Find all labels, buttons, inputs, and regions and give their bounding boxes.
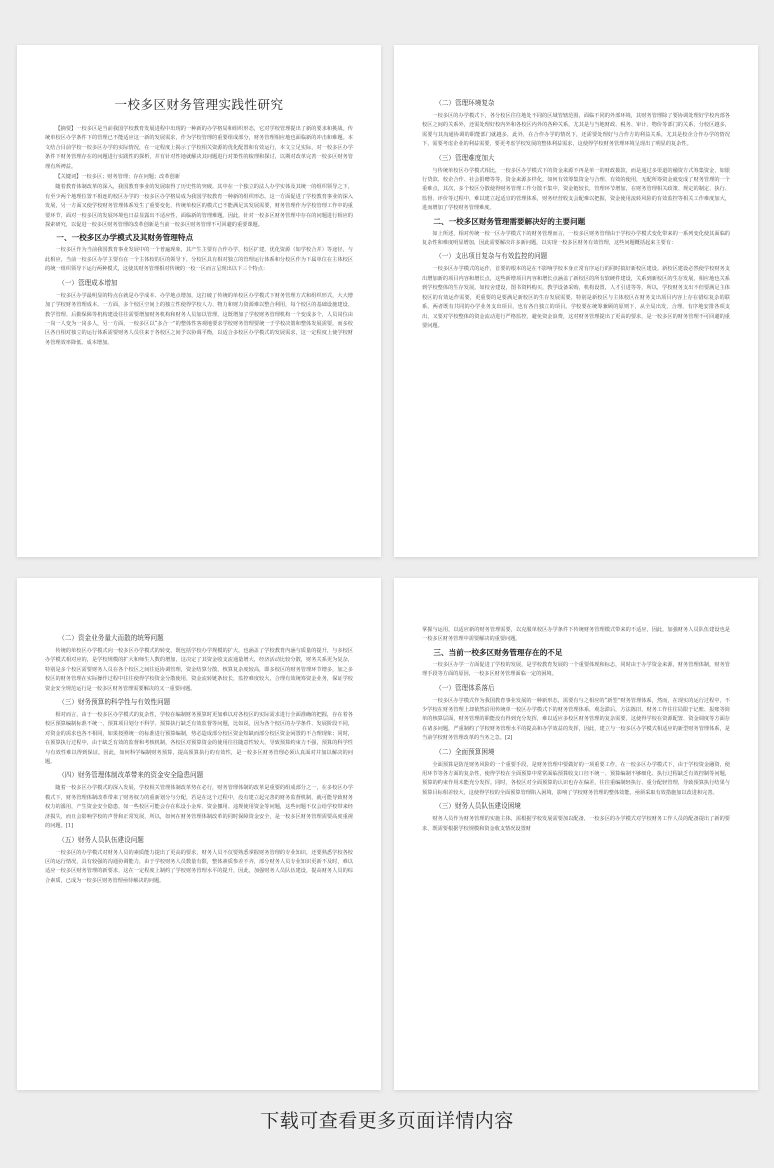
cost-paragraph: 一校多区办学最明显的特点在就是办学成本、办学地点增加，这打破了传统的单校区办学模式下财务管理方式和组织形式，大大增加了学校财务管理成本。一方面，多个校区空间上的独立性使得学校人力、物力和财力资源难以整合利用，每个校区的基础设施建设、教学管理、后勤保障等机构建设往往需要增加财务机构和财务人员加以管理，这既增加了学校财务管理机构一个变成多个，人员岗位由一岗一人变为一岗多人，另一方面，一校多区以“多合一”的整体性客观地要求学校财务管理要统一于学校决策和整体发展需要，而多校区各自相对独立的运行体系需要财务人员往来于各校区之间予以协调平衡，以适合多校区办学模式的发展需求，这一定程度上使学校财务管理效率降低、成本增加。: [45, 292, 353, 346]
staff-paragraph: 一校多区的办学模式对财务人员的素质能力提出了更高的要求，财务人员不仅要熟悉掌握财务管理的专业知识，还要熟悉学校各校区的运行情况，具有较强的沟通协调能力，由于学校财务人员数量有限，整体素质参差不齐，部分财务人员专业知识更新不及时，难以适应一校多区财务管理的新要求，这在一定程度上制约了学校财务管理水平的提升，因此，加强财务人员队伍建设，提高财务人员的综合素质，已成为一校多区财务管理亟待解决的问题。: [45, 849, 353, 884]
abstract-paragraph: 【摘要】一校多区是当前我国学校教育发展进程中出现的一种新的办学格局和组织形态，它对学校管理提出了新的要求和挑战。传统单校区办学条件下的管理已不能适应这一新的发展需求，作为学校管理的重要组成部分，财务管理相应地也面临新的冲击和难题。本文结合目前学校一校多区办学的实际情况，在一定程度上揭示了学校相关资源的优化配置和有效运行，本文立足实际，对一校多区办学条件下财务管理存在的问题进行实践性的探析，并有针对性地就解决其问题进行对策性的梳理和探讨，以期对改革完善一校多区财务管理有所裨益。: [45, 126, 353, 170]
subheading-full-budget: （二）全面预算困境: [435, 747, 495, 756]
keywords-paragraph: 【关键词】一校多区；财务管理；存在问题；改革创新: [55, 174, 180, 181]
subheading-staff-building: （三）财务人员队伍建设困境: [435, 802, 521, 811]
subheading-expenditure: （一）支出项目复杂与有效监控的问题: [435, 252, 548, 261]
document-page-4: [394, 578, 758, 1090]
difficulty-paragraph: 与传统单校区办学模式相比，一校多区办学模式下的资金来源不再是单一的财政拨款，而是通过多渠道的融资方式筹集资金，如银行贷款、校企合作、社会捐赠等等，资金来源多样化，如何有效筹集资金与合理、有效的使用，无配所筹资金就变成了财务管理的一个重难点，其次，多个校区分散使得财务管理工作分散不集中，资金链较长，管理环节增加，在财务管理相关政策、规定的制定、执行、监督、评价等过程中，难以建立起适宜的管理体系，财务经营收支会配难以把握，资金使用流转风险的有效监控等相关工作难度加大，进而增加了学校财务管理难度。: [422, 167, 730, 212]
section-2-paragraph: 如上所述，相对传统一校一区办学模式下的财务管理而言，一校多区财务管理由于学校办学模式变化带来的一系列变化使其面临的复杂性和难度明显增加，因此需要解决许多新问题，以实现一校多区财务有效管理，这些问题概括起来主要有：: [422, 230, 730, 247]
subheading-funds: （二）资金业务量大而散的统筹问题: [58, 634, 164, 642]
document-page-1: [17, 45, 381, 557]
subheading-budget: （三）财务预算的科学性与有效性问题: [58, 698, 171, 707]
document-title: 一校多区财务管理实践性研究: [114, 97, 284, 112]
subheading-staff: （五）财务人员队伍建设问题: [58, 835, 144, 844]
section-heading-2: 二、一校多区财务管理需要解决好的主要问题: [433, 216, 586, 226]
system-paragraph: 一校多区办学模式作为我国教育事业发展的一种新形态，需要有与之相应的“新型”财务管理体系，然而，在现实的运行过程中，不少学校在财务管理上却依然沿用传统单一校区办学模式下的财务管理体系，观念滞后，方法陈旧，财务工作往往局限于记账、报账等简单的核算层面，财务管理的职能没有得到充分发挥，难以适应多校区财务管理的复杂需要，这使得学校在资源配置、资金调度等方面存在诸多问题，严重制约了学校财务管理水平的提高和办学效益的发挥，因此，建立与一校多区办学模式相适应的新型财务管理体系，是当前学校财务管理改革的当务之急。[2]: [422, 697, 730, 742]
continued-paragraph: 掌握与运用，以适应新的财务管理需要，以克服单校区办学条件下传统财务管理模式带来的不适应，因此，加强财务人员队伍建设也是一校多区财务管理中需要解决的重要问题。: [422, 627, 730, 643]
document-page-3: [17, 578, 381, 1090]
subheading-system: （一）管理体系落后: [435, 683, 495, 692]
download-more-link[interactable]: 下载可查看更多页面详情内容: [260, 1110, 514, 1132]
subheading-cost: （一）管理成本增加: [58, 278, 118, 287]
budget-paragraph: 相对而言，由于一校多区办学模式的复杂性，学校在编制财务预算时更加难以对各校区的实际需求进行全面准确的把握，存在着各校区预算编制标准不统一、预算项目划分不科学、预算执行缺乏有效监督等问题，比如说，因为各个校区的办学条件、发展阶段不同，对资金的需求也各不相同，如果按照统一的标准进行预算编制，势必造成部分校区资金短缺而部分校区资金闲置的不合理现象；同时，在预算执行过程中，由于缺乏有效的监督和考核机制，各校区对预算资金的使用往往随意性较大，导致预算约束力不强，预算的科学性与有效性难以得到保证。因此，如何科学编制财务预算，提高预算执行的有效性，是一校多区财务管理必须认真面对并加以解决的问题。: [45, 712, 353, 766]
subheading-reform: （四）财务管理体制改革带来的资金安全隐患问题: [58, 771, 204, 780]
section-1-paragraph: 一校多区作为当前我国教育事业发展中的一个普遍现象，其产生主要有合作办学，校区扩建，优化资源（如学校合并）等途径，与此相应，当前一校多区办学主要有在一个主体校的区的领导下，分校区具有相对独立的管理运行体系和分校区作为下属单位在主体校区的统一组织领导下运行两种模式，这使其财务管理相对传统的一校一区而言呈现出以下三个特点：: [45, 247, 353, 273]
section-3-paragraph: 一校多区办学一方面促进了学校的发展，是学校教育发展的一个重要体现和标志，同时由于办学资金来源，财务管理体制，财务管理手段等方面的原因，一校多区财务管理面临一定的困境。: [422, 661, 730, 678]
reform-paragraph: 随着一校多区办学模式的深入发展，学校相关管理体制改革势在必行，财务管理体制的改革是重要的组成部分之一，在多校区办学模式下，财务管理体制改革带来了财务权力的重新划分与分配，若是在这个过程中，没有建立起完善的财务监督机制，就可能导致财务权力的滥用，产生资金安全隐患，如一些校区可能会存在私设小金库、资金挪用、违规使用资金等问题，这些问题不仅会给学校带来经济损失，而且会影响学校的声誉和正常发展，所以，如何在财务管理体制改革的同时保障资金安全，是一校多区财务管理需要高度重视的问题。[1]: [45, 785, 353, 830]
subheading-environment: （二）管理环境复杂: [435, 99, 495, 107]
section-heading-1: 一、一校多区办学模式及其财务管理特点: [56, 233, 194, 243]
funds-paragraph: 传统的单校区办学模式向一校多区办学模式的转变，既包括学校办学规模的扩大，也涵盖了学校教育内涵与质量的提升，与多校区办学模式相对应的，是学校规模的扩大和师生人数的增加，这决定了其资金收支流通量增大，经济活动比较分散，财务关系更为复杂，特别是多个校区需要财务人员在各个校区之间往返协调管理，资金结算分散，核算复杂度较高，即多校区的财务管理环节增多，加之多校区的财务管理在实际操作过程中往往使得学校资金分散使用，资金流转链条较长，监控难度较大，合理有效统筹资金业务，保证学校资金安全规范运行是一校多区财务管理需要解决的又一重要问题。: [45, 648, 353, 692]
environment-paragraph: 一校多区的办学模式下，各分校区往往地处不同的区域管辖范围，面临不同的外部环境，其财务管理除了要协调处理好学校内部各校区之间的关系外，还需处理好校内外和各校区内外的各种关系，尤其是与当地财政、税务、审计、物价等部门的关系，分校区越多，需要与其沟通协调的职能部门就越多，此外，在合作办学的情况下，还需要处理好与合作方的利益关系，尤其是校企合作办学的情况下，需要考虑企业的利益需要，要更考虑学校发展的整体利益需求，这使得学校财务管理环境呈现出了明显的复杂性。: [422, 113, 730, 148]
full-budget-paragraph: 全面预算是防范财务风险的一个重要手段，是财务管理中要做好的一项重要工作，在一校多区办学模式下，由于学校资金融资，使用环节等各方面的复杂性，使得学校在全面预算中常常面临预算收支口径不统一、预算编制不够细化、执行过程缺乏有效控制等问题，预算的约束作用未能充分发挥。同时，各校区对全面预算的认识也存在偏差，往往重编制轻执行、重分配轻管理，导致预算执行结果与预算目标相差较大，这使得学校的全面预算管理陷入困境，影响了学校财务管理的整体效能，亟须采取有效措施加以改进和完善。: [422, 761, 730, 796]
expenditure-paragraph: 一校多区办学模式的运作，首要的根本的是在不影响学校本身正常有序运行的同时搞好新校区建设。新校区建设必然使学校财务支出增加新的项目内容和增长点，这些新增项目内容和增长点涵盖了新校区的所有软硬件建设，关系到新校区的生存发展，相应地也关系到学校整体的生存发展。如校舍建设，图书资料购买，教学设备采购，机构设置，人才引进等等，所以，学校财务支出不但要满足主体校区的有效运作需要，更重要的是要满足新校区的生存发展需要，特别是新校区与主体校区在财务支出项目内容上存在错综复杂的联系，两者既有共同的办学业务支出项目，也有各自独立的项目。学校要在统筹兼顾的原则下，从全局出发，合理、有序地安排各项支出，又要对学校整体的资金流动进行严格监控，避免资金浪费，这对财务管理提出了更高的要求，是一校多区的财务管理不可回避的重要问题。: [422, 266, 730, 329]
staff-building-paragraph: 财务人员作为财务管理的实施主体，需根据学校发展需要加以配备，一校多区的办学模式对学校财务工作人员的配备提出了新的要求，既需要根据学校规模和资金收支情况设置财: [422, 816, 730, 832]
intro-paragraph: 随着教育体制改革的深入，我国教育事业的发展取得了历史性的突破。其中在一个独立的法人办学实体及其统一的组织领导之下，有至少两个地理位置不相连的校区办学的一校多区办学格局成为我国学校教育一种新的组织形态。这一方面促进了学校教育事业的深入发展，另一方面又使学校财务管理体系发生了重要变化，传统单校区的模式已不能满足其发展需要，财务管理作为学校管理工作中的重要环节，面对一校多区的发展环境也日益显露出不适应性，面临新的管理难题。因此，针对一校多区财务管理中存在的问题进行相应的探索研究，以促进一校多区财务管理的改革创新是当前一校多区财务管理不可回避的重要课题。: [45, 184, 353, 229]
subheading-difficulty: （三）管理难度加大: [435, 153, 495, 162]
document-page-2: [394, 45, 758, 557]
section-heading-3: 三、当前一校多区财务管理存在的不足: [433, 647, 563, 657]
